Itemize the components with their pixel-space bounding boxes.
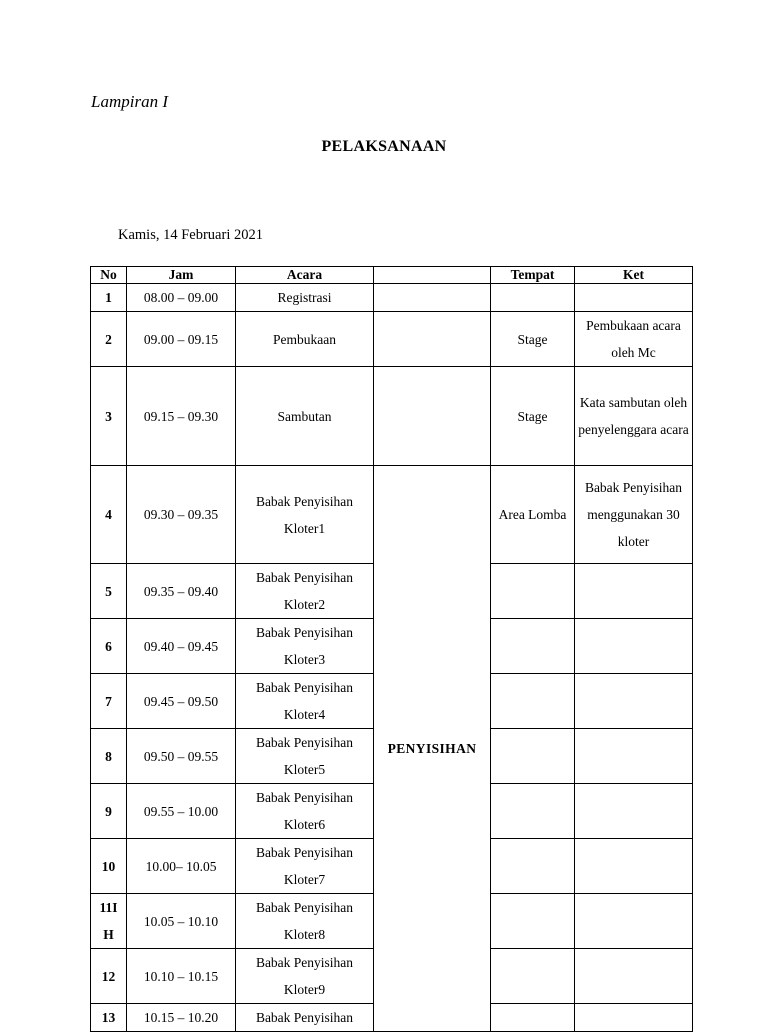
table-row bbox=[91, 284, 693, 312]
cell-ket bbox=[575, 564, 693, 619]
cell-acara: Babak Penyisihan Kloter7 bbox=[236, 839, 374, 894]
cell-jam: 10.05 – 10.10 bbox=[127, 894, 236, 949]
cell-no: 9 bbox=[91, 784, 127, 839]
cell-ket: Pembukaan acara oleh Mc bbox=[575, 312, 693, 367]
cell-jam: 09.40 – 09.45 bbox=[127, 619, 236, 674]
cell-tempat bbox=[491, 1004, 575, 1032]
cell-ket bbox=[575, 284, 693, 312]
cell-babak bbox=[374, 312, 491, 367]
header-babak bbox=[374, 267, 491, 284]
cell-ket bbox=[575, 674, 693, 729]
table-row bbox=[91, 367, 693, 466]
cell-ket bbox=[575, 894, 693, 949]
cell-tempat: Stage bbox=[491, 367, 575, 466]
cell-jam: 10.00– 10.05 bbox=[127, 839, 236, 894]
cell-jam: 09.55 – 10.00 bbox=[127, 784, 236, 839]
cell-ket bbox=[575, 619, 693, 674]
header-jam: Jam bbox=[127, 267, 236, 284]
cell-no: 3 bbox=[91, 367, 127, 466]
cell-no: 10 bbox=[91, 839, 127, 894]
cell-tempat bbox=[491, 839, 575, 894]
cell-ket bbox=[575, 839, 693, 894]
page-title: PELAKSANAAN bbox=[321, 138, 447, 155]
table-header-row bbox=[91, 267, 693, 284]
header-ket: Ket bbox=[575, 267, 693, 284]
cell-jam: 09.35 – 09.40 bbox=[127, 564, 236, 619]
cell-ket bbox=[575, 784, 693, 839]
header-tempat: Tempat bbox=[491, 267, 575, 284]
schedule-table bbox=[90, 266, 693, 1032]
cell-jam: 09.30 – 09.35 bbox=[127, 466, 236, 564]
cell-acara: Babak Penyisihan Kloter2 bbox=[236, 564, 374, 619]
cell-acara: Babak Penyisihan Kloter9 bbox=[236, 949, 374, 1004]
cell-tempat bbox=[491, 619, 575, 674]
cell-tempat bbox=[491, 894, 575, 949]
header-acara: Acara bbox=[236, 267, 374, 284]
cell-ket: Kata sambutan oleh penyelenggara acara bbox=[575, 367, 693, 466]
cell-babak bbox=[374, 284, 491, 312]
cell-acara: Pembukaan bbox=[236, 312, 374, 367]
cell-acara: Babak Penyisihan Kloter4 bbox=[236, 674, 374, 729]
cell-acara: Babak Penyisihan Kloter5 bbox=[236, 729, 374, 784]
cell-jam: 09.00 – 09.15 bbox=[127, 312, 236, 367]
cell-acara: Babak Penyisihan Kloter1 bbox=[236, 466, 374, 564]
cell-jam: 09.50 – 09.55 bbox=[127, 729, 236, 784]
cell-acara: Babak Penyisihan Kloter3 bbox=[236, 619, 374, 674]
cell-acara: Babak Penyisihan Kloter8 bbox=[236, 894, 374, 949]
cell-no: 6 bbox=[91, 619, 127, 674]
cell-tempat bbox=[491, 674, 575, 729]
cell-ket bbox=[575, 1004, 693, 1032]
cell-ket bbox=[575, 949, 693, 1004]
cell-babak bbox=[374, 367, 491, 466]
cell-jam: 09.15 – 09.30 bbox=[127, 367, 236, 466]
cell-acara: Babak Penyisihan bbox=[236, 1004, 374, 1032]
cell-jam: 10.10 – 10.15 bbox=[127, 949, 236, 1004]
cell-babak-penyisihan: PENYISIHAN bbox=[374, 466, 491, 1032]
cell-no: 8 bbox=[91, 729, 127, 784]
cell-ket: Babak Penyisihan menggunakan 30 kloter bbox=[575, 466, 693, 564]
cell-no: 4 bbox=[91, 466, 127, 564]
cell-no: 12 bbox=[91, 949, 127, 1004]
cell-no: 2 bbox=[91, 312, 127, 367]
cell-tempat: Area Lomba bbox=[491, 466, 575, 564]
cell-acara: Sambutan bbox=[236, 367, 374, 466]
cell-acara: Registrasi bbox=[236, 284, 374, 312]
cell-no: 1 bbox=[91, 284, 127, 312]
cell-no: 13 bbox=[91, 1004, 127, 1032]
cell-tempat bbox=[491, 729, 575, 784]
table-row bbox=[91, 312, 693, 367]
header-no: No bbox=[91, 267, 127, 284]
cell-jam: 08.00 – 09.00 bbox=[127, 284, 236, 312]
cell-tempat bbox=[491, 564, 575, 619]
cell-no: 5 bbox=[91, 564, 127, 619]
cell-acara: Babak Penyisihan Kloter6 bbox=[236, 784, 374, 839]
cell-tempat bbox=[491, 284, 575, 312]
cell-no: 11I H bbox=[91, 894, 127, 949]
event-date: Kamis, 14 Februari 2021 bbox=[118, 227, 263, 243]
cell-tempat bbox=[491, 784, 575, 839]
cell-ket bbox=[575, 729, 693, 784]
attachment-label: Lampiran I bbox=[91, 92, 168, 111]
cell-tempat: Stage bbox=[491, 312, 575, 367]
cell-tempat bbox=[491, 949, 575, 1004]
cell-jam: 10.15 – 10.20 bbox=[127, 1004, 236, 1032]
table-row bbox=[91, 466, 693, 564]
cell-jam: 09.45 – 09.50 bbox=[127, 674, 236, 729]
cell-no: 7 bbox=[91, 674, 127, 729]
